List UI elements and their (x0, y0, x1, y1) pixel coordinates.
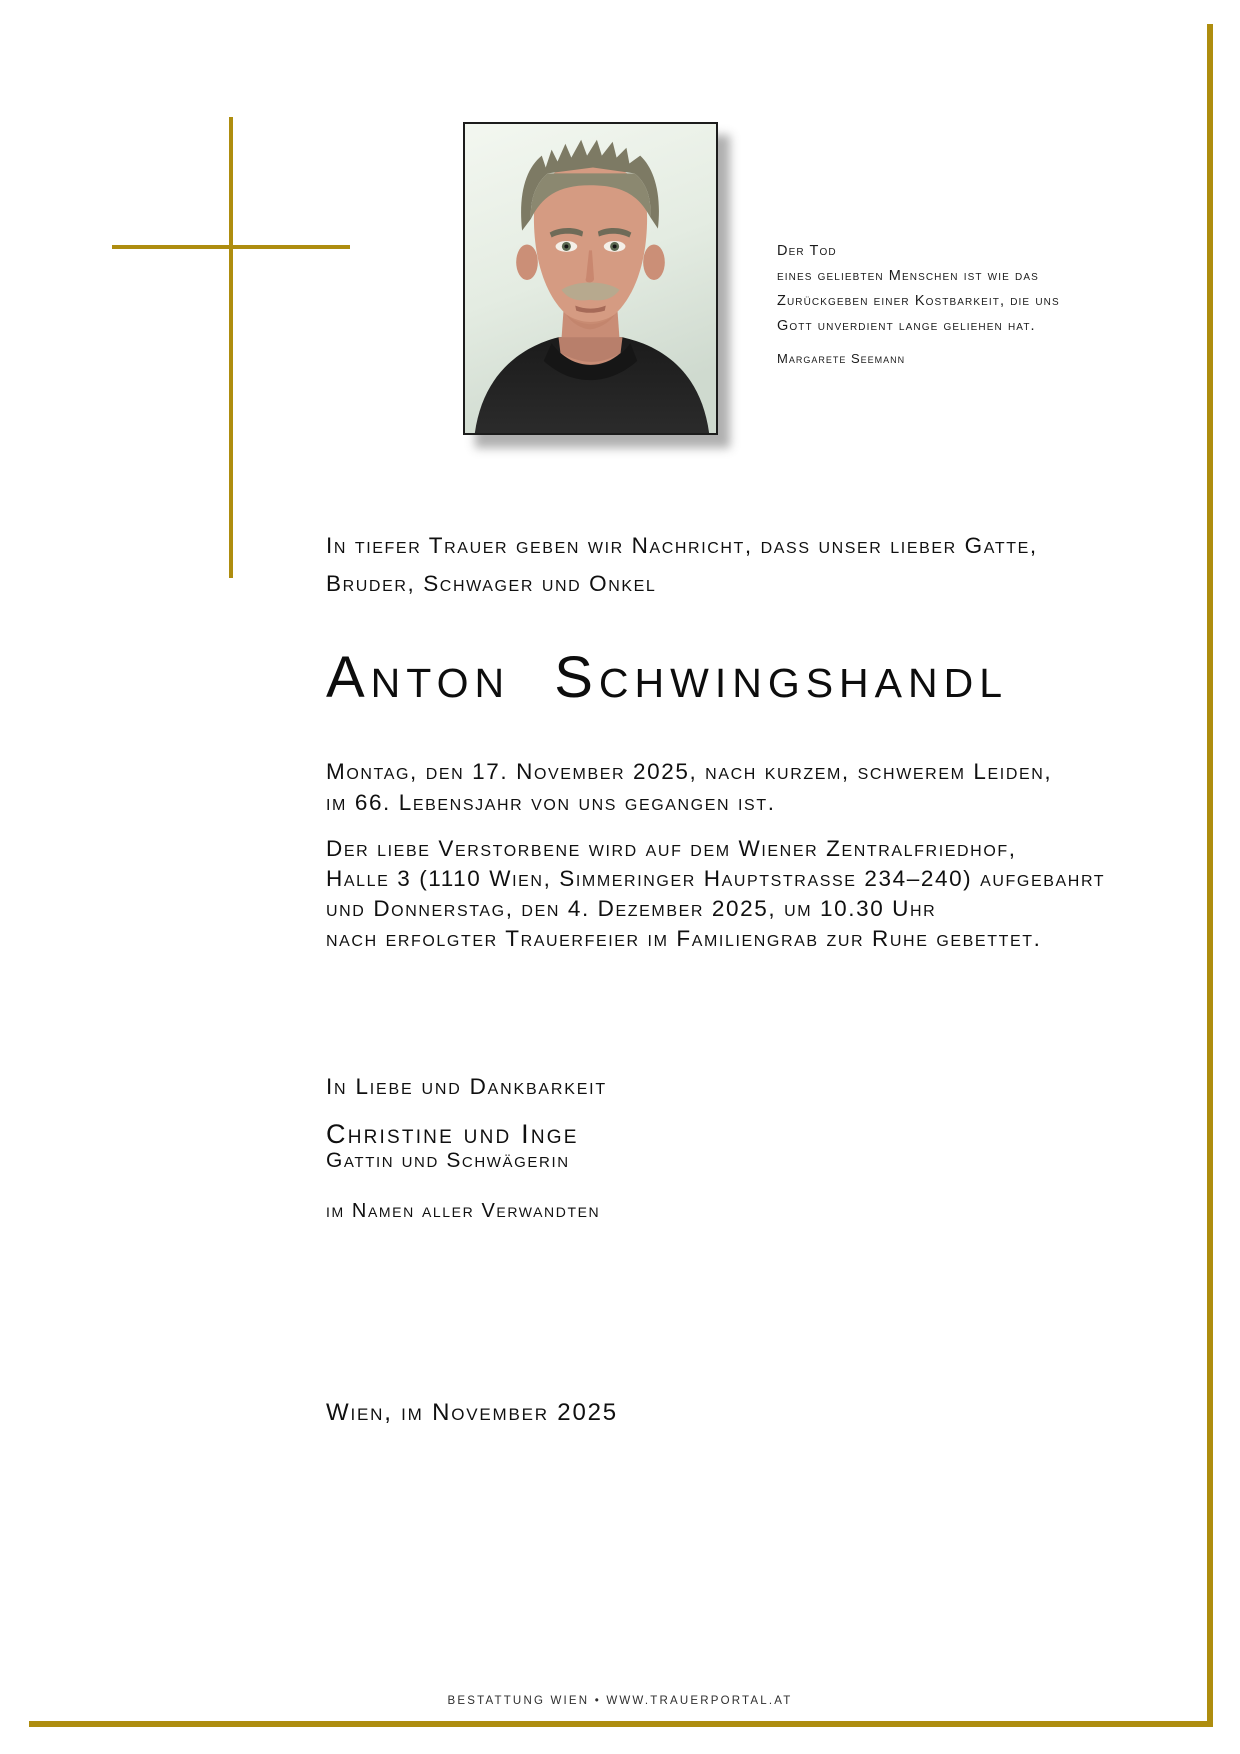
gold-border-right (1207, 24, 1213, 1727)
closing-text: In Liebe und Dankbarkeit (326, 1074, 608, 1099)
death-line-2: im 66. Lebensjahr von uns gegangen ist. (326, 790, 776, 815)
funeral-line-1: Der liebe Verstorbene wird auf dem Wiener Zentralfriedhof, (326, 836, 1017, 861)
mourners-names: Christine und Inge (326, 1119, 579, 1149)
cross-horizontal-bar (112, 245, 350, 249)
cross-vertical-bar (229, 117, 233, 578)
funeral-line-4: nach erfolgter Trauerfeier im Familiengrab zur Ruhe gebettet. (326, 926, 1042, 951)
intro-line-1: In tiefer Trauer geben wir Nachricht, dass unser lieber Gatte, (326, 533, 1038, 558)
intro-line-2: Bruder, Schwager und Onkel (326, 571, 657, 596)
death-paragraph (326, 756, 1052, 818)
funeral-line-3: und Donnerstag, den 4. Dezember 2025, um 10.30 Uhr (326, 896, 937, 921)
place-date: Wien, im November 2025 (326, 1399, 618, 1426)
quote-line: Gott unverdient lange geliehen hat. (777, 318, 1036, 334)
quote-line: Zurückgeben einer Kostbarkeit, die uns (777, 293, 1060, 309)
intro-text (326, 527, 1038, 603)
footer-text: BESTATTUNG WIEN • WWW.TRAUERPORTAL.AT (447, 1695, 793, 1707)
quote-attribution: Margarete Seemann (777, 351, 906, 366)
funeral-paragraph (326, 834, 1105, 954)
gold-border-bottom (29, 1721, 1213, 1727)
portrait-illustration (465, 124, 716, 433)
on-behalf-text: im Namen aller Verwandten (326, 1200, 601, 1222)
deceased-name: Anton Schwingshandl (326, 645, 1009, 710)
quote-line: Der Tod (777, 243, 837, 259)
mourners-relation: Gattin und Schwägerin (326, 1149, 570, 1172)
quote-line: eines geliebten Menschen ist wie das (777, 268, 1039, 284)
funeral-line-2: Halle 3 (1110 Wien, Simmeringer Hauptstrasse 234–240) aufgebahrt (326, 866, 1106, 891)
memorial-quote (777, 239, 1197, 371)
death-line-1: Montag, den 17. November 2025, nach kurzem, schwerem Leiden, (326, 759, 1053, 784)
portrait-photo (463, 122, 718, 435)
